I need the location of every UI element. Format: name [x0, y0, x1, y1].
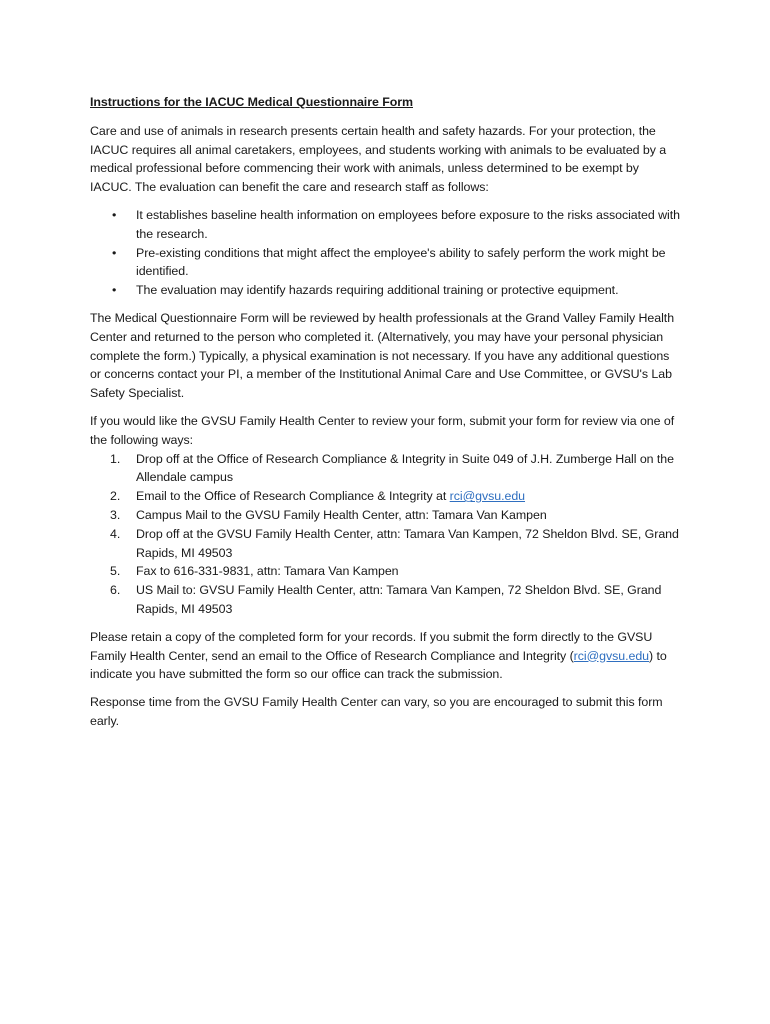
bullet-icon: • [112, 207, 117, 222]
list-item-text: Drop off at the Office of Research Compliance & Integrity in Suite 049 of J.H. Zumberge Hall on the Allendale campus [136, 451, 674, 485]
list-item [90, 450, 682, 488]
benefits-list [90, 206, 682, 300]
list-number: 4. [110, 526, 121, 541]
list-item [90, 581, 682, 619]
email-link[interactable]: rci@gvsu.edu [573, 648, 650, 663]
bullet-icon: • [112, 283, 117, 298]
email-link[interactable]: rci@gvsu.edu [449, 489, 526, 504]
list-item-text: The evaluation may identify hazards requiring additional training or protective equipment. [136, 283, 619, 298]
list-item-text: Drop off at the GVSU Family Health Center, attn: Tamara Van Kampen, 72 Sheldon Blvd. SE, Grand Rapids, MI 49503 [136, 526, 679, 560]
submit-intro: If you would like the GVSU Family Health Center to review your form, submit your form for review via one of the following ways: [90, 413, 675, 447]
submission-ways-list [90, 450, 682, 619]
list-item [90, 506, 682, 525]
list-item [90, 206, 682, 244]
list-item [90, 281, 682, 300]
list-item [90, 525, 682, 563]
retain-text-before: Please retain a copy of the completed form for your records. If you submit the form directly to the GVSU Family Health Center, send an email to the Office of Research Compliance and Integrity ( [90, 629, 653, 663]
list-item-text: US Mail to: GVSU Family Health Center, attn: Tamara Van Kampen, 72 Sheldon Blvd. SE, Grand Rapids, MI 49503 [136, 583, 662, 616]
retain-paragraph [90, 628, 682, 684]
document-title: Instructions for the IACUC Medical Questionnaire Form [90, 95, 413, 109]
review-paragraph: The Medical Questionnaire Form will be reviewed by health professionals at the Grand Valley Family Health Center and returned to the person who completed it. (Alternatively, you may have your personal physician complete the form.) Typically, a physical examination is not necessary. If you have any additional questions or concerns contact your PI, a member of the Institutional Animal Care and Use Committee, or GVSU's Lab Safety Specialist. [90, 310, 675, 401]
list-item-text: Fax to 616-331-9831, attn: Tamara Van Kampen [136, 564, 399, 579]
list-item-text: Pre-existing conditions that might affect the employee's ability to safely perform the work might be identified. [136, 245, 666, 279]
response-time-paragraph: Response time from the GVSU Family Health Center can vary, so you are encouraged to submit this form early. [90, 695, 663, 728]
list-item [90, 562, 682, 581]
list-number: 6. [110, 583, 121, 598]
list-item-text: Campus Mail to the GVSU Family Health Center, attn: Tamara Van Kampen [136, 507, 547, 522]
list-item [90, 244, 682, 282]
list-item-text: It establishes baseline health information on employees before exposure to the risks associated with the research. [136, 207, 680, 241]
intro-paragraph: Care and use of animals in research presents certain health and safety hazards. For your protection, the IACUC requires all animal caretakers, employees, and students working with animals to be evaluated by a medical professional before commencing their work with animals, unless determined to be exempt by IACUC. The evaluation can benefit the care and research staff as follows: [90, 123, 667, 195]
list-number: 3. [110, 507, 121, 522]
list-item-text: Email to the Office of Research Compliance & Integrity at [136, 489, 450, 504]
list-number: 1. [110, 451, 121, 466]
list-number: 2. [110, 489, 121, 504]
retain-text-after: ) to indicate you have submitted the form so our office can track the submission. [90, 648, 667, 682]
document-page [90, 93, 682, 740]
list-item [90, 487, 682, 506]
bullet-icon: • [112, 245, 117, 260]
list-number: 5. [110, 564, 121, 579]
